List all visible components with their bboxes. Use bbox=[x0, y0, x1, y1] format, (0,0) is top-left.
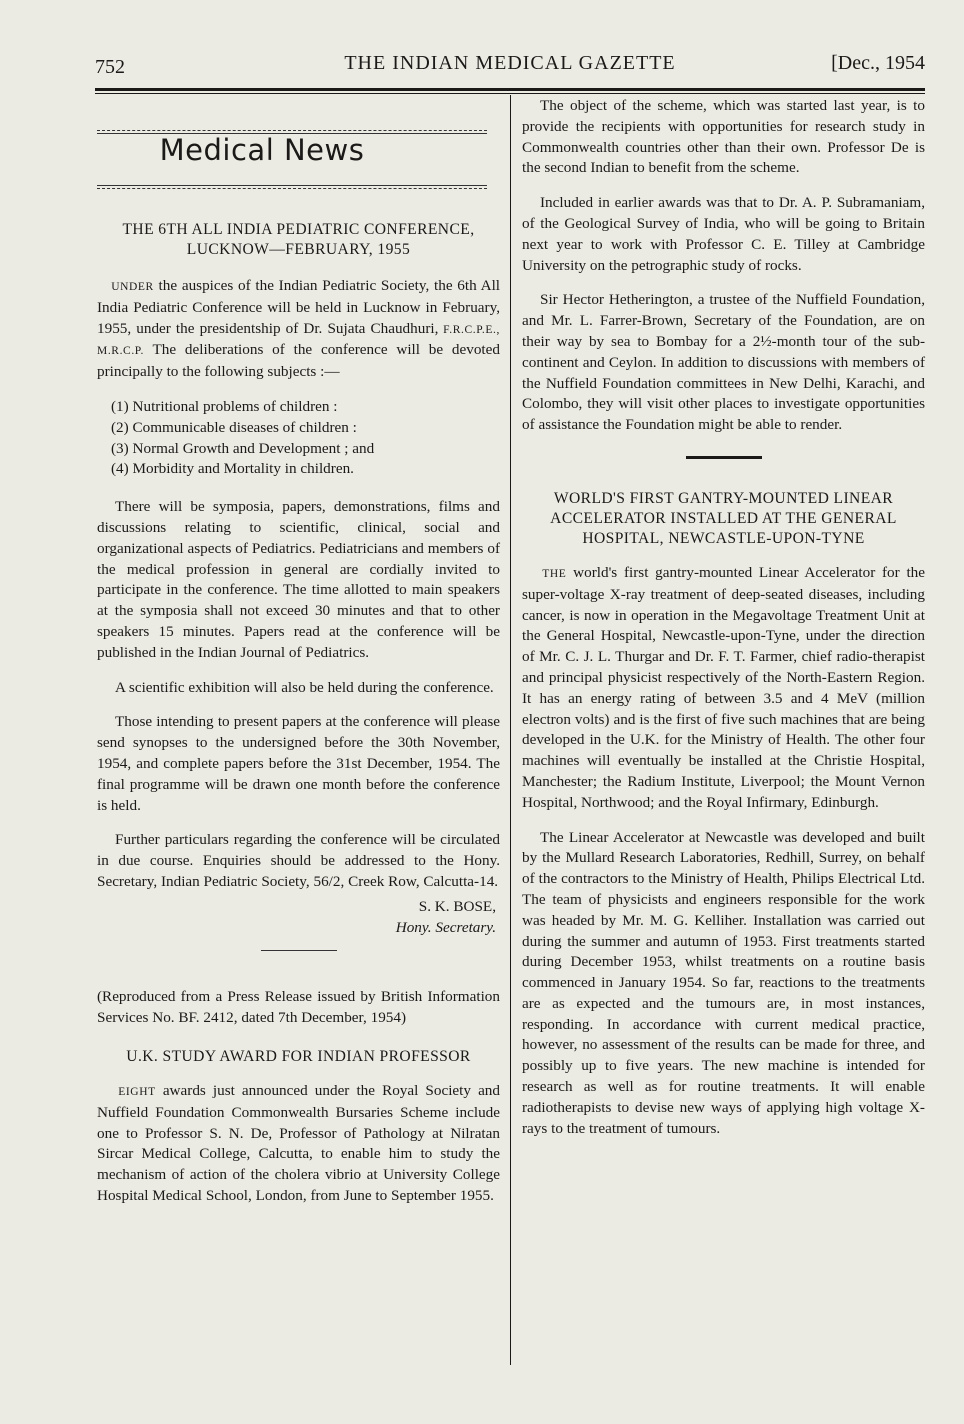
section-heading-box bbox=[97, 92, 500, 212]
issue-date: [Dec., 1954 bbox=[831, 52, 925, 74]
paragraph: The Linear Accelerator at Newcastle was developed and built by the Mullard Research Laboratories, Redhill, Surrey, on behalf of the contractors to the Ministry of Health, Philips Electrical Ltd. The team of physicists and engineers responsible for the work was headed by Mr. M. G. Kelliher. Installation was carried out during the summer and autumn of 1953. First treatments started during December 1953, whilst treatments on a routine basis commenced in January 1954. So far, reactions to the treatments are as expected and the tumours are, in most instances, responding. In accordance with current medical practice, however, no assessment of the results can be made for three, and possibly up to five years. The new machine is intended for research as well as for routine treatments. It will enable radiotherapists to devise new ways of applying high voltage X-rays to the treatment of tumours. bbox=[522, 828, 925, 1137]
title-line: WORLD'S FIRST GANTRY-MOUNTED LINEAR bbox=[553, 489, 894, 507]
section-rule bbox=[97, 188, 487, 189]
column-divider bbox=[510, 95, 511, 1365]
title-line: ACCELERATOR INSTALLED AT THE GENERAL bbox=[550, 509, 897, 527]
article-title bbox=[97, 220, 500, 260]
paragraph-text: awards just announced under the Royal Society and Nuffield Foundation Commonwealth Bursaries Scheme include one to Professor S. N. De, Professor of Pathology at Nilratan Sircar Medical College, Calcutta, to enable him to study the mechanism of action of the cholera vibrio at University College Hospital Medical School, London, from June to September 1955. bbox=[97, 1081, 500, 1204]
right-column bbox=[522, 92, 925, 1139]
paragraph: Further particulars regarding the conference will be circulated in due course. Enquiries should be addressed to the Hony. Secretary, Indian Pediatric Society, 56/2, Creek Row, Calcutta-14. bbox=[97, 831, 500, 890]
paragraph: Sir Hector Hetherington, a trustee of the Nuffield Foundation, and Mr. L. Farrer-Brown, Secretary of the Foundation, are on their way by sea to Bombay for a 2½-month tour of the sub-continent and Ceylon. In addition to discussions with members of the Nuffield Foundation committees in New Delhi, Karachi, and Colombo, they will visit other places to investigate opportunities of assistance the Foundation might be able to render. bbox=[522, 291, 925, 434]
title-line: HOSPITAL, NEWCASTLE-UPON-TYNE bbox=[582, 529, 865, 547]
list-item: (2) Communicable diseases of children : bbox=[111, 418, 357, 436]
journal-title: THE INDIAN MEDICAL GAZETTE bbox=[344, 52, 676, 74]
subject-list bbox=[97, 397, 500, 480]
paragraph bbox=[97, 276, 500, 383]
separator-rule bbox=[686, 456, 762, 459]
paragraph bbox=[522, 563, 925, 814]
paragraph: Included in earlier awards was that to Dr. A. P. Subramaniam, of the Geological Survey of India, who will be going to Britain next year to work with Professor C. E. Tilley at Cambridge University on the petrographic study of rocks. bbox=[522, 194, 925, 274]
lead-word: UNDER bbox=[111, 281, 154, 293]
paragraph: Those intending to present papers at the conference will please send synopses to the undersigned before the 30th November, 1954, and complete papers before the 31st December, 1954. The final programme will be drawn one month before the conference is held. bbox=[97, 713, 500, 814]
paragraph-text: The deliberations of the conference will be devoted principally to the following subjects :— bbox=[97, 341, 500, 381]
lead-word: EIGHT bbox=[118, 1085, 156, 1098]
section-title: Medical News bbox=[159, 133, 365, 167]
list-item: (3) Normal Growth and Development ; and bbox=[111, 439, 375, 457]
paragraph: A scientific exhibition will also be held during the conference. bbox=[115, 678, 494, 696]
degrees: F.R.C.P.E., M.R.C.P. bbox=[97, 323, 500, 358]
paragraph: There will be symposia, papers, demonstrations, films and discussions relating to scientific, clinical, social and organizational aspects of Pediatrics. Pediatricians and members of the medical profession in general are cordially invited to participate in the conference. The time allotted to main speakers at the symposia shall not exceed 30 minutes and that to other speakers 15 minutes. Papers read at the conference will be published in the Indian Journal of Pediatrics. bbox=[97, 498, 500, 661]
separator-rule bbox=[261, 950, 337, 951]
list-item: (1) Nutritional problems of children : bbox=[111, 397, 338, 415]
signature-title: Hony. Secretary. bbox=[395, 918, 496, 936]
paragraph: The object of the scheme, which was started last year, is to provide the recipients with opportunities for research study in Commonwealth countries other than their own. Professor De is the second Indian to benefit from the scheme. bbox=[522, 97, 925, 177]
lead-word: THE bbox=[542, 567, 567, 580]
list-item: (4) Morbidity and Mortality in children. bbox=[111, 460, 354, 478]
article-title bbox=[522, 489, 925, 549]
paragraph bbox=[97, 1081, 500, 1207]
section-rule bbox=[97, 185, 487, 186]
paragraph-text: world's first gantry-mounted Linear Accelerator for the super-voltage X-ray treatment of deep-seated diseases, including cancer, is now in operation in the Megavoltage Treatment Unit at the General Hospital, Newcastle-upon-Tyne, under the direction of Mr. C. J. L. Thurgar and Dr. F. T. Farmer, chief radio-therapist and principal physicist respectively of the North-Eastern Region. It has an energy rating of between 3.5 and 4 MeV (million electron volts) and is the first of five such machines that are being developed in the U.K. for the Ministry of Health. The other four machines will eventually be installed at the Christie Hospital, Manchester; the Radium Institute, Liverpool; the Mount Vernon Hospital, Northwood; and the Royal Infirmary, Edinburgh. bbox=[522, 563, 925, 811]
running-header bbox=[95, 52, 925, 82]
reproduced-note: (Reproduced from a Press Release issued by British Information Services No. BF. 2412, dated 7th December, 1954) bbox=[97, 988, 500, 1027]
signature bbox=[97, 897, 500, 939]
article-title: U.K. STUDY AWARD FOR INDIAN PROFESSOR bbox=[126, 1047, 471, 1065]
page-number: 752 bbox=[95, 56, 125, 78]
paragraph-text: the auspices of the Indian Pediatric Society, the 6th All India Pediatric Conference will be held in Lucknow in February, 1955, under the presidentship of Dr. Sujata Chaudhuri, bbox=[97, 277, 501, 337]
header-rule bbox=[95, 88, 925, 91]
section-rule bbox=[97, 130, 487, 131]
signature-name: S. K. BOSE, bbox=[418, 897, 496, 915]
title-line: THE 6TH ALL INDIA PEDIATRIC CONFERENCE, bbox=[122, 221, 475, 238]
left-column bbox=[97, 92, 500, 1207]
title-line: LUCKNOW—FEBRUARY, 1955 bbox=[186, 241, 411, 258]
